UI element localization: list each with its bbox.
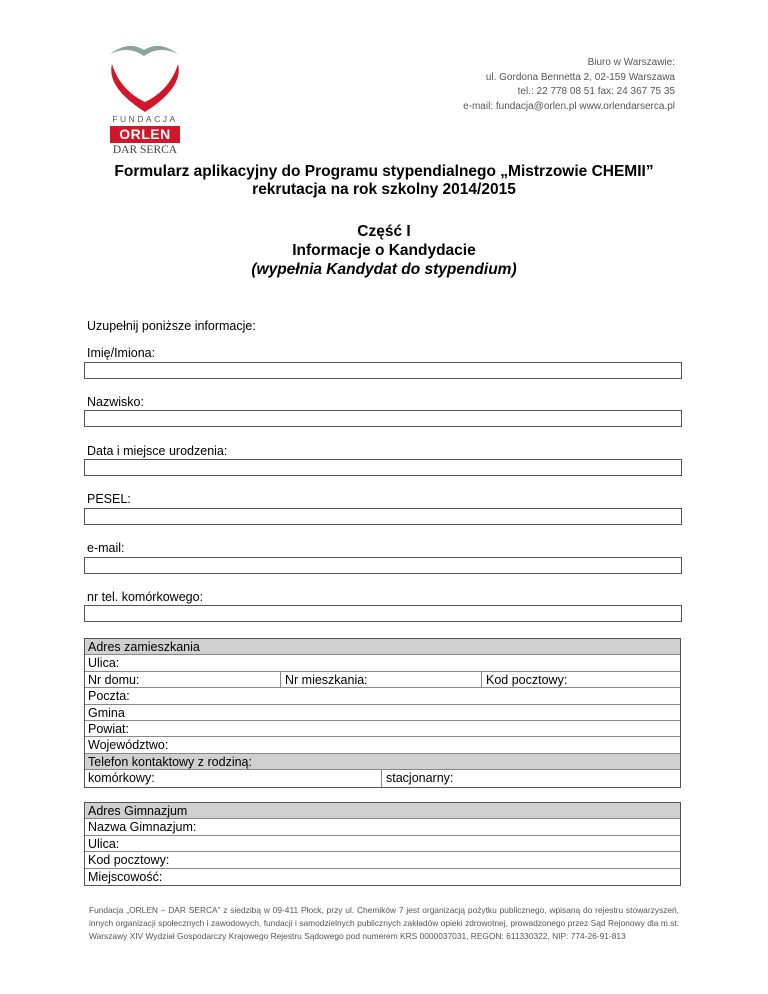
family-landline-field[interactable]: stacjonarny: bbox=[381, 770, 453, 786]
email-field[interactable] bbox=[84, 557, 682, 574]
pesel-field[interactable] bbox=[84, 508, 682, 525]
county-field[interactable]: Powiat: bbox=[85, 721, 680, 737]
school-address-header: Adres Gimnazjum bbox=[85, 803, 680, 819]
heart-icon bbox=[106, 56, 184, 118]
first-name-field[interactable] bbox=[84, 362, 682, 379]
contact-info bbox=[463, 56, 675, 114]
home-address-table bbox=[84, 638, 681, 788]
school-street-field[interactable]: Ulica: bbox=[85, 836, 680, 852]
contact-line-phone: tel.: 22 778 08 51 fax: 24 367 75 35 bbox=[517, 86, 675, 97]
email-label: e-mail: bbox=[87, 541, 125, 555]
home-address-header: Adres zamieszkania bbox=[85, 639, 680, 655]
family-mobile-field[interactable]: komórkowy: bbox=[88, 771, 155, 786]
school-postal-code-field[interactable]: Kod pocztowy: bbox=[85, 852, 680, 868]
school-name-field[interactable]: Nazwa Gimnazjum: bbox=[85, 819, 680, 835]
part-title: Informacje o Kandydacie bbox=[292, 242, 476, 259]
birth-date-place-field[interactable] bbox=[84, 459, 682, 476]
form-title: Formularz aplikacyjny do Programu stypendialnego „Mistrzowie CHEMII” bbox=[114, 163, 654, 180]
logo-fundacja-text: FUNDACJA bbox=[112, 114, 178, 124]
mobile-phone-label: nr tel. komórkowego: bbox=[87, 590, 204, 604]
family-phone-row bbox=[85, 770, 680, 786]
contact-line-email: e-mail: fundacja@orlen.pl www.orlendarserca.pl bbox=[463, 100, 675, 112]
municipality-field[interactable]: Gmina bbox=[85, 705, 680, 721]
postal-code-field[interactable]: Kod pocztowy: bbox=[481, 672, 567, 687]
last-name-field[interactable] bbox=[84, 410, 682, 427]
intro-text: Uzupełnij poniższe informacje: bbox=[87, 319, 256, 333]
voivodeship-field[interactable]: Województwo: bbox=[85, 737, 680, 753]
family-phone-header: Telefon kontaktowy z rodziną: bbox=[85, 754, 680, 770]
part-number: Część I bbox=[357, 223, 411, 240]
apartment-number-field[interactable]: Nr mieszkania: bbox=[280, 672, 368, 687]
post-office-field[interactable]: Poczta: bbox=[85, 688, 680, 704]
last-name-label: Nazwisko: bbox=[87, 395, 144, 409]
house-number-field[interactable]: Nr domu: bbox=[88, 672, 140, 687]
logo-dar-serca-text: DAR SERCA bbox=[112, 144, 178, 156]
logo-orlen-text: ORLEN bbox=[110, 126, 180, 143]
address-numbers-row bbox=[85, 672, 680, 688]
street-field[interactable]: Ulica: bbox=[85, 655, 680, 671]
birth-date-place-label: Data i miejsce urodzenia: bbox=[87, 444, 228, 458]
part-note: (wypełnia Kandydat do stypendium) bbox=[251, 261, 517, 278]
contact-line-address: ul. Gordona Bennetta 2, 02-159 Warszawa bbox=[485, 71, 675, 83]
school-city-field[interactable]: Miejscowość: bbox=[88, 869, 163, 884]
first-name-label: Imię/Imiona: bbox=[87, 346, 156, 360]
form-subtitle: rekrutacja na rok szkolny 2014/2015 bbox=[252, 181, 516, 198]
contact-line-office: Biuro w Warszawie: bbox=[587, 57, 675, 68]
school-address-table bbox=[84, 802, 681, 886]
pesel-label: PESEL: bbox=[87, 492, 131, 506]
orlen-dar-serca-logo bbox=[100, 38, 190, 156]
legal-footer: Fundacja „ORLEN – DAR SERCA” z siedzibą w 09-411 Płock, przy ul. Chemików 7 jest organizacją pożytku publicznego, wpisaną do rejestru stowarzyszeń, innych organizacji społecznych i zawodowych, fundacji i samodzielnych publicznych zakładów opieki zdrowotnej, prowadzonego przez Sąd Rejonowy dla m.st. Warszawy XIV Wydział Gospodarczy Krajowego Rejestru Sądowego pod numerem KRS 0000037031, REGON: 611330322, NIP: 774-26-91-813 bbox=[89, 905, 679, 942]
mobile-phone-field[interactable] bbox=[84, 605, 682, 622]
